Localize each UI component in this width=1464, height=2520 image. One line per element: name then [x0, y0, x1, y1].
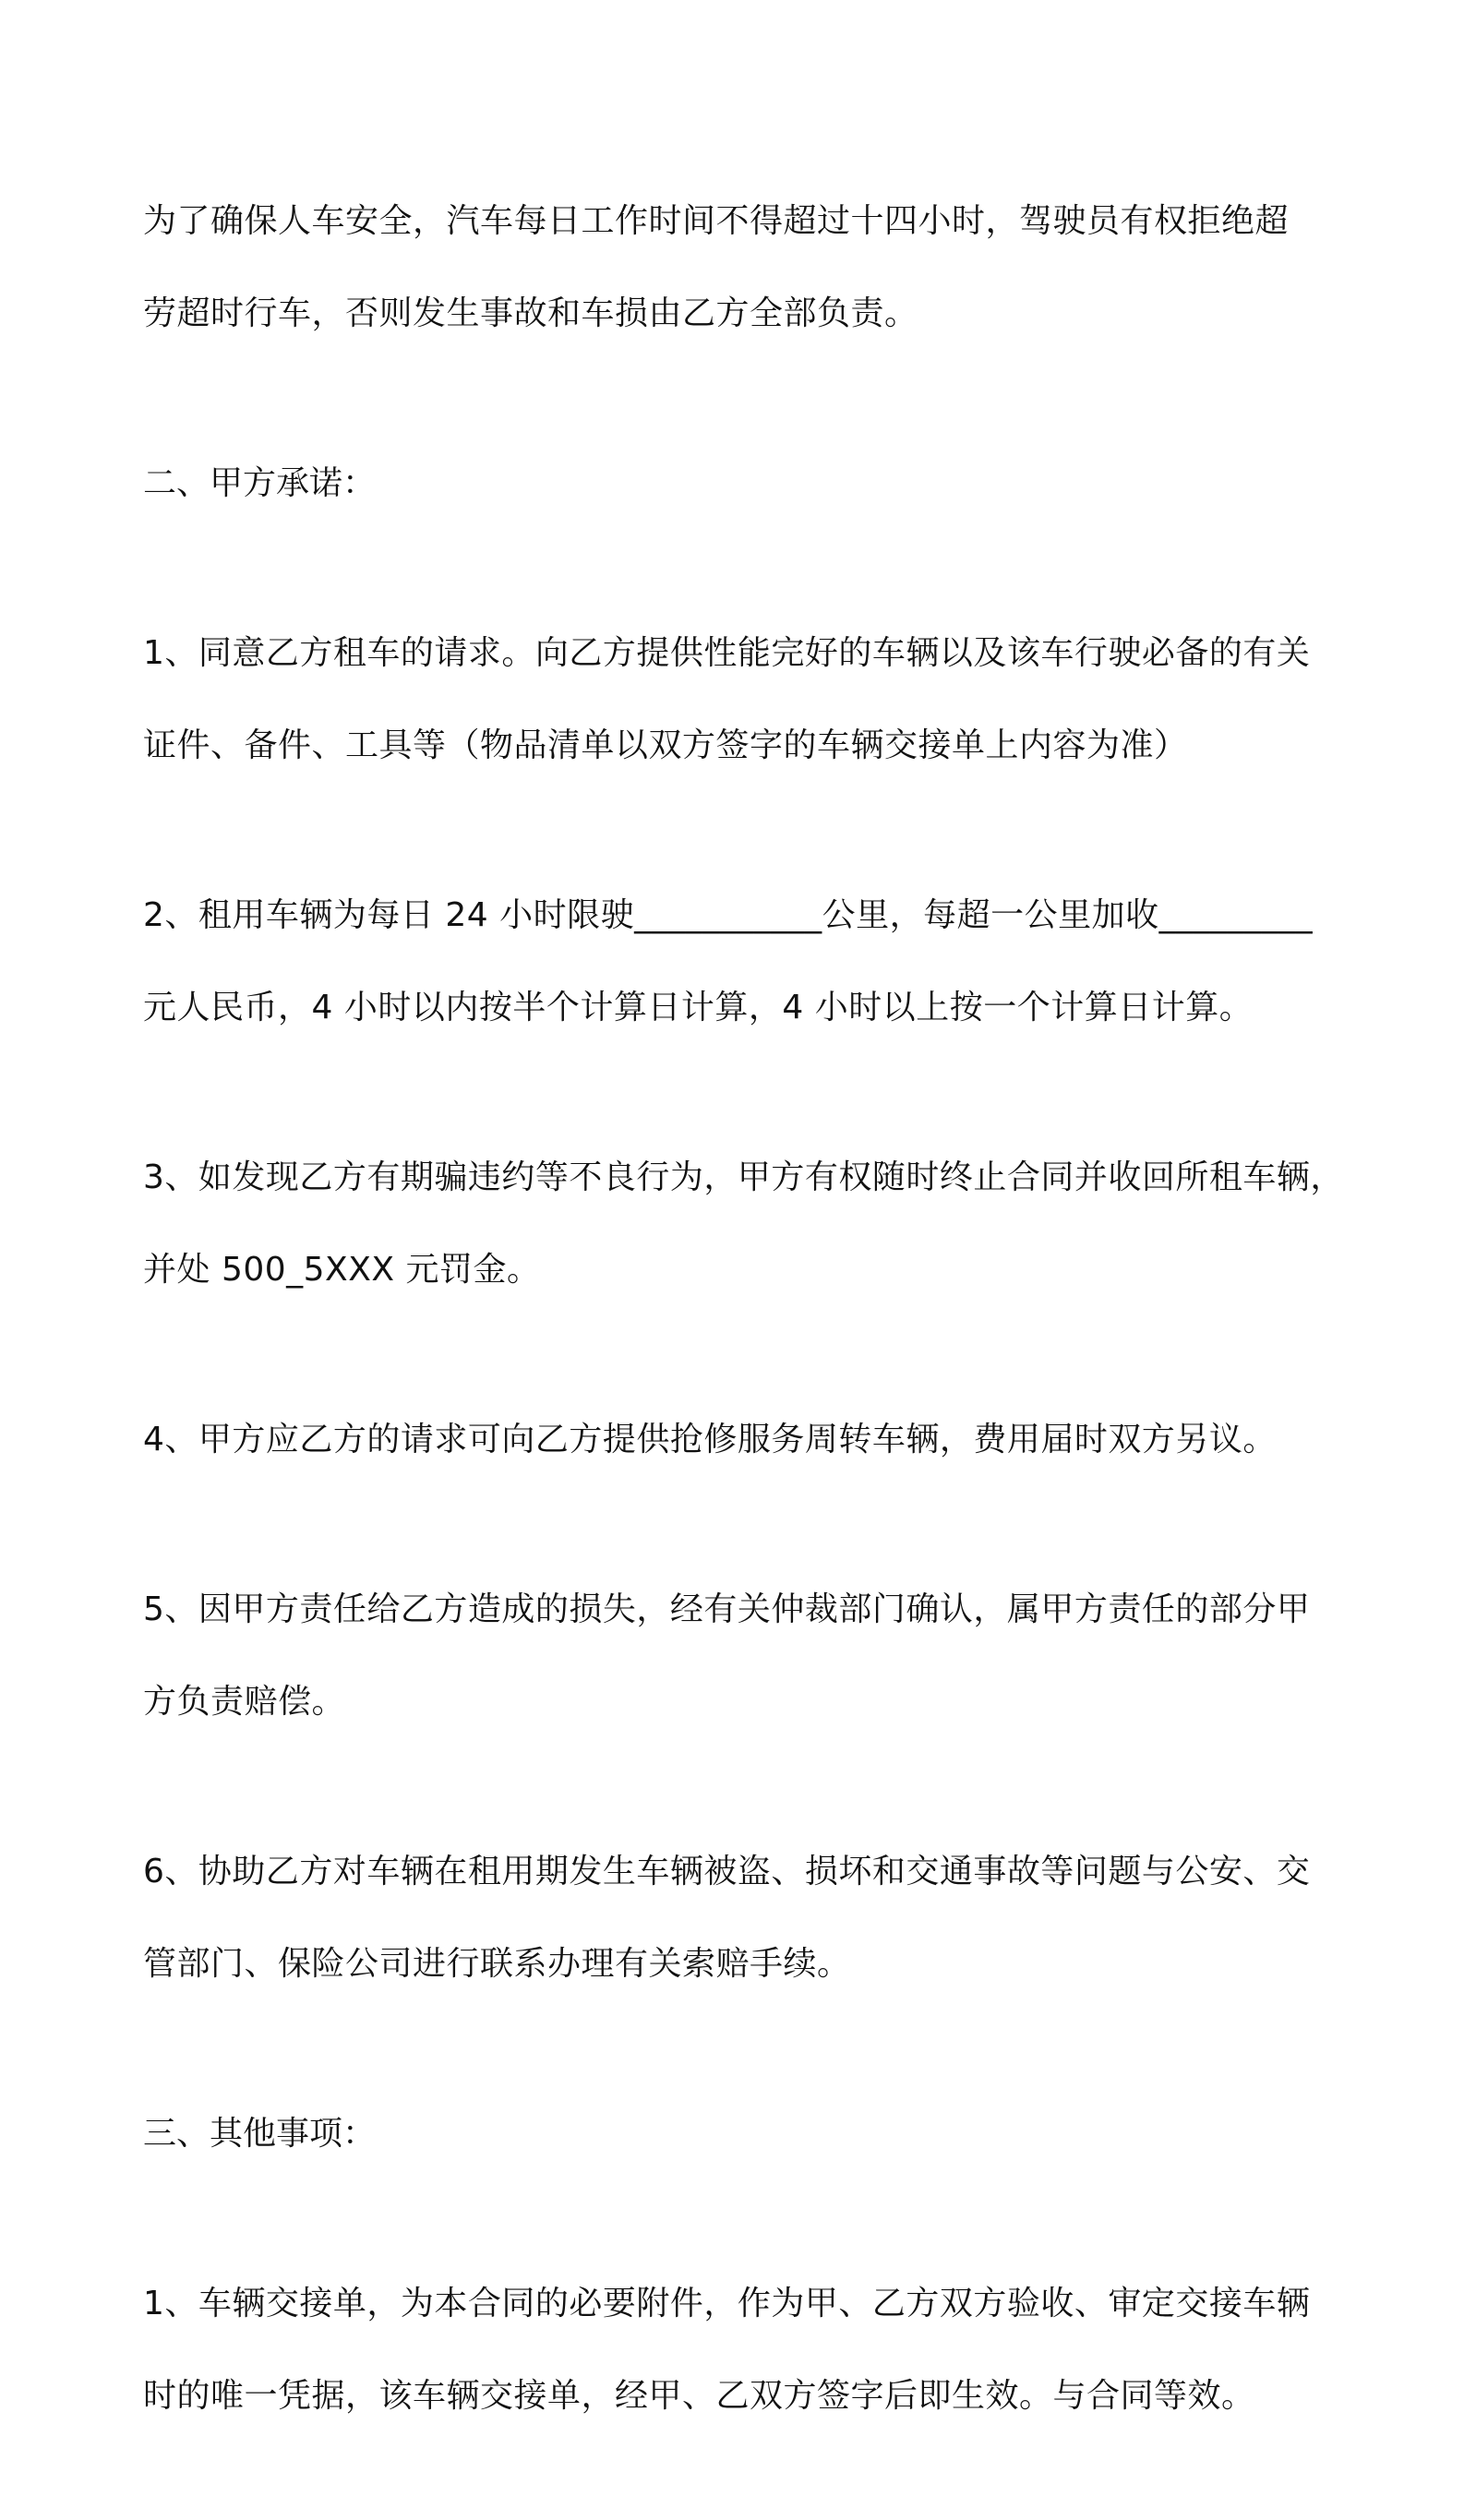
text-line: 为了确保人车安全，汽车每日工作时间不得超过十四小时，驾驶员有权拒绝超 — [143, 202, 1290, 240]
text-line: 2、租用车辆为每日 24 小时限驶___________公里，每超一公里加收_________ — [143, 896, 1314, 934]
paragraph-a-6 — [143, 1826, 1334, 2010]
paragraph-a-1 — [143, 607, 1334, 792]
text-line: 时的唯一凭据，该车辆交接单，经甲、乙双方签字后即生效。与合同等效。 — [143, 2377, 1255, 2415]
section-heading-other — [143, 2088, 1334, 2180]
text-line: 元人民币，4 小时以内按半个计算日计算，4 小时以上按一个计算日计算。 — [143, 989, 1254, 1026]
document-page — [143, 175, 1344, 2520]
paragraph-a-3 — [143, 1132, 1344, 1316]
text-line: 管部门、保险公司进行联系办理有关索赔手续。 — [143, 1945, 851, 1983]
heading-text: 二、甲方承诺： — [143, 464, 377, 502]
paragraph-work-hours — [143, 175, 1334, 360]
paragraph-a-5 — [143, 1564, 1334, 1748]
section-heading-party-a — [143, 438, 1334, 530]
text-line: 并处 500_5XXX 元罚金。 — [143, 1251, 541, 1289]
text-line: 1、同意乙方租车的请求。向乙方提供性能完好的车辆以及该车行驶必备的有关 — [143, 634, 1311, 672]
heading-text: 三、其他事项： — [143, 2115, 377, 2153]
text-line: 劳超时行车，否则发生事故和车损由乙方全部负责。 — [143, 294, 918, 332]
text-line: 3、如发现乙方有期骗违约等不良行为，甲方有权随时终止合同并收回所租车辆， — [143, 1158, 1344, 1196]
text-line: 证件、备件、工具等（物品清单以双方签字的车辆交接单上内容为准） — [143, 726, 1188, 764]
text-line: 4、甲方应乙方的请求可向乙方提供抢修服务周转车辆，费用届时双方另议。 — [143, 1421, 1277, 1458]
text-line: 方负责赔偿。 — [143, 1683, 346, 1721]
text-line: 1、车辆交接单，为本合同的必要附件，作为甲、乙方双方验收、审定交接车辆 — [143, 2285, 1311, 2322]
paragraph-a-4 — [143, 1394, 1334, 1486]
paragraph-a-2 — [143, 870, 1334, 1054]
text-line: 6、协助乙方对车辆在租用期发生车辆被盗、损坏和交通事故等问题与公安、交 — [143, 1853, 1311, 1890]
paragraph-other-1 — [143, 2258, 1334, 2442]
text-line: 5、因甲方责任给乙方造成的损失，经有关仲裁部门确认，属甲方责任的部分甲 — [143, 1590, 1311, 1628]
